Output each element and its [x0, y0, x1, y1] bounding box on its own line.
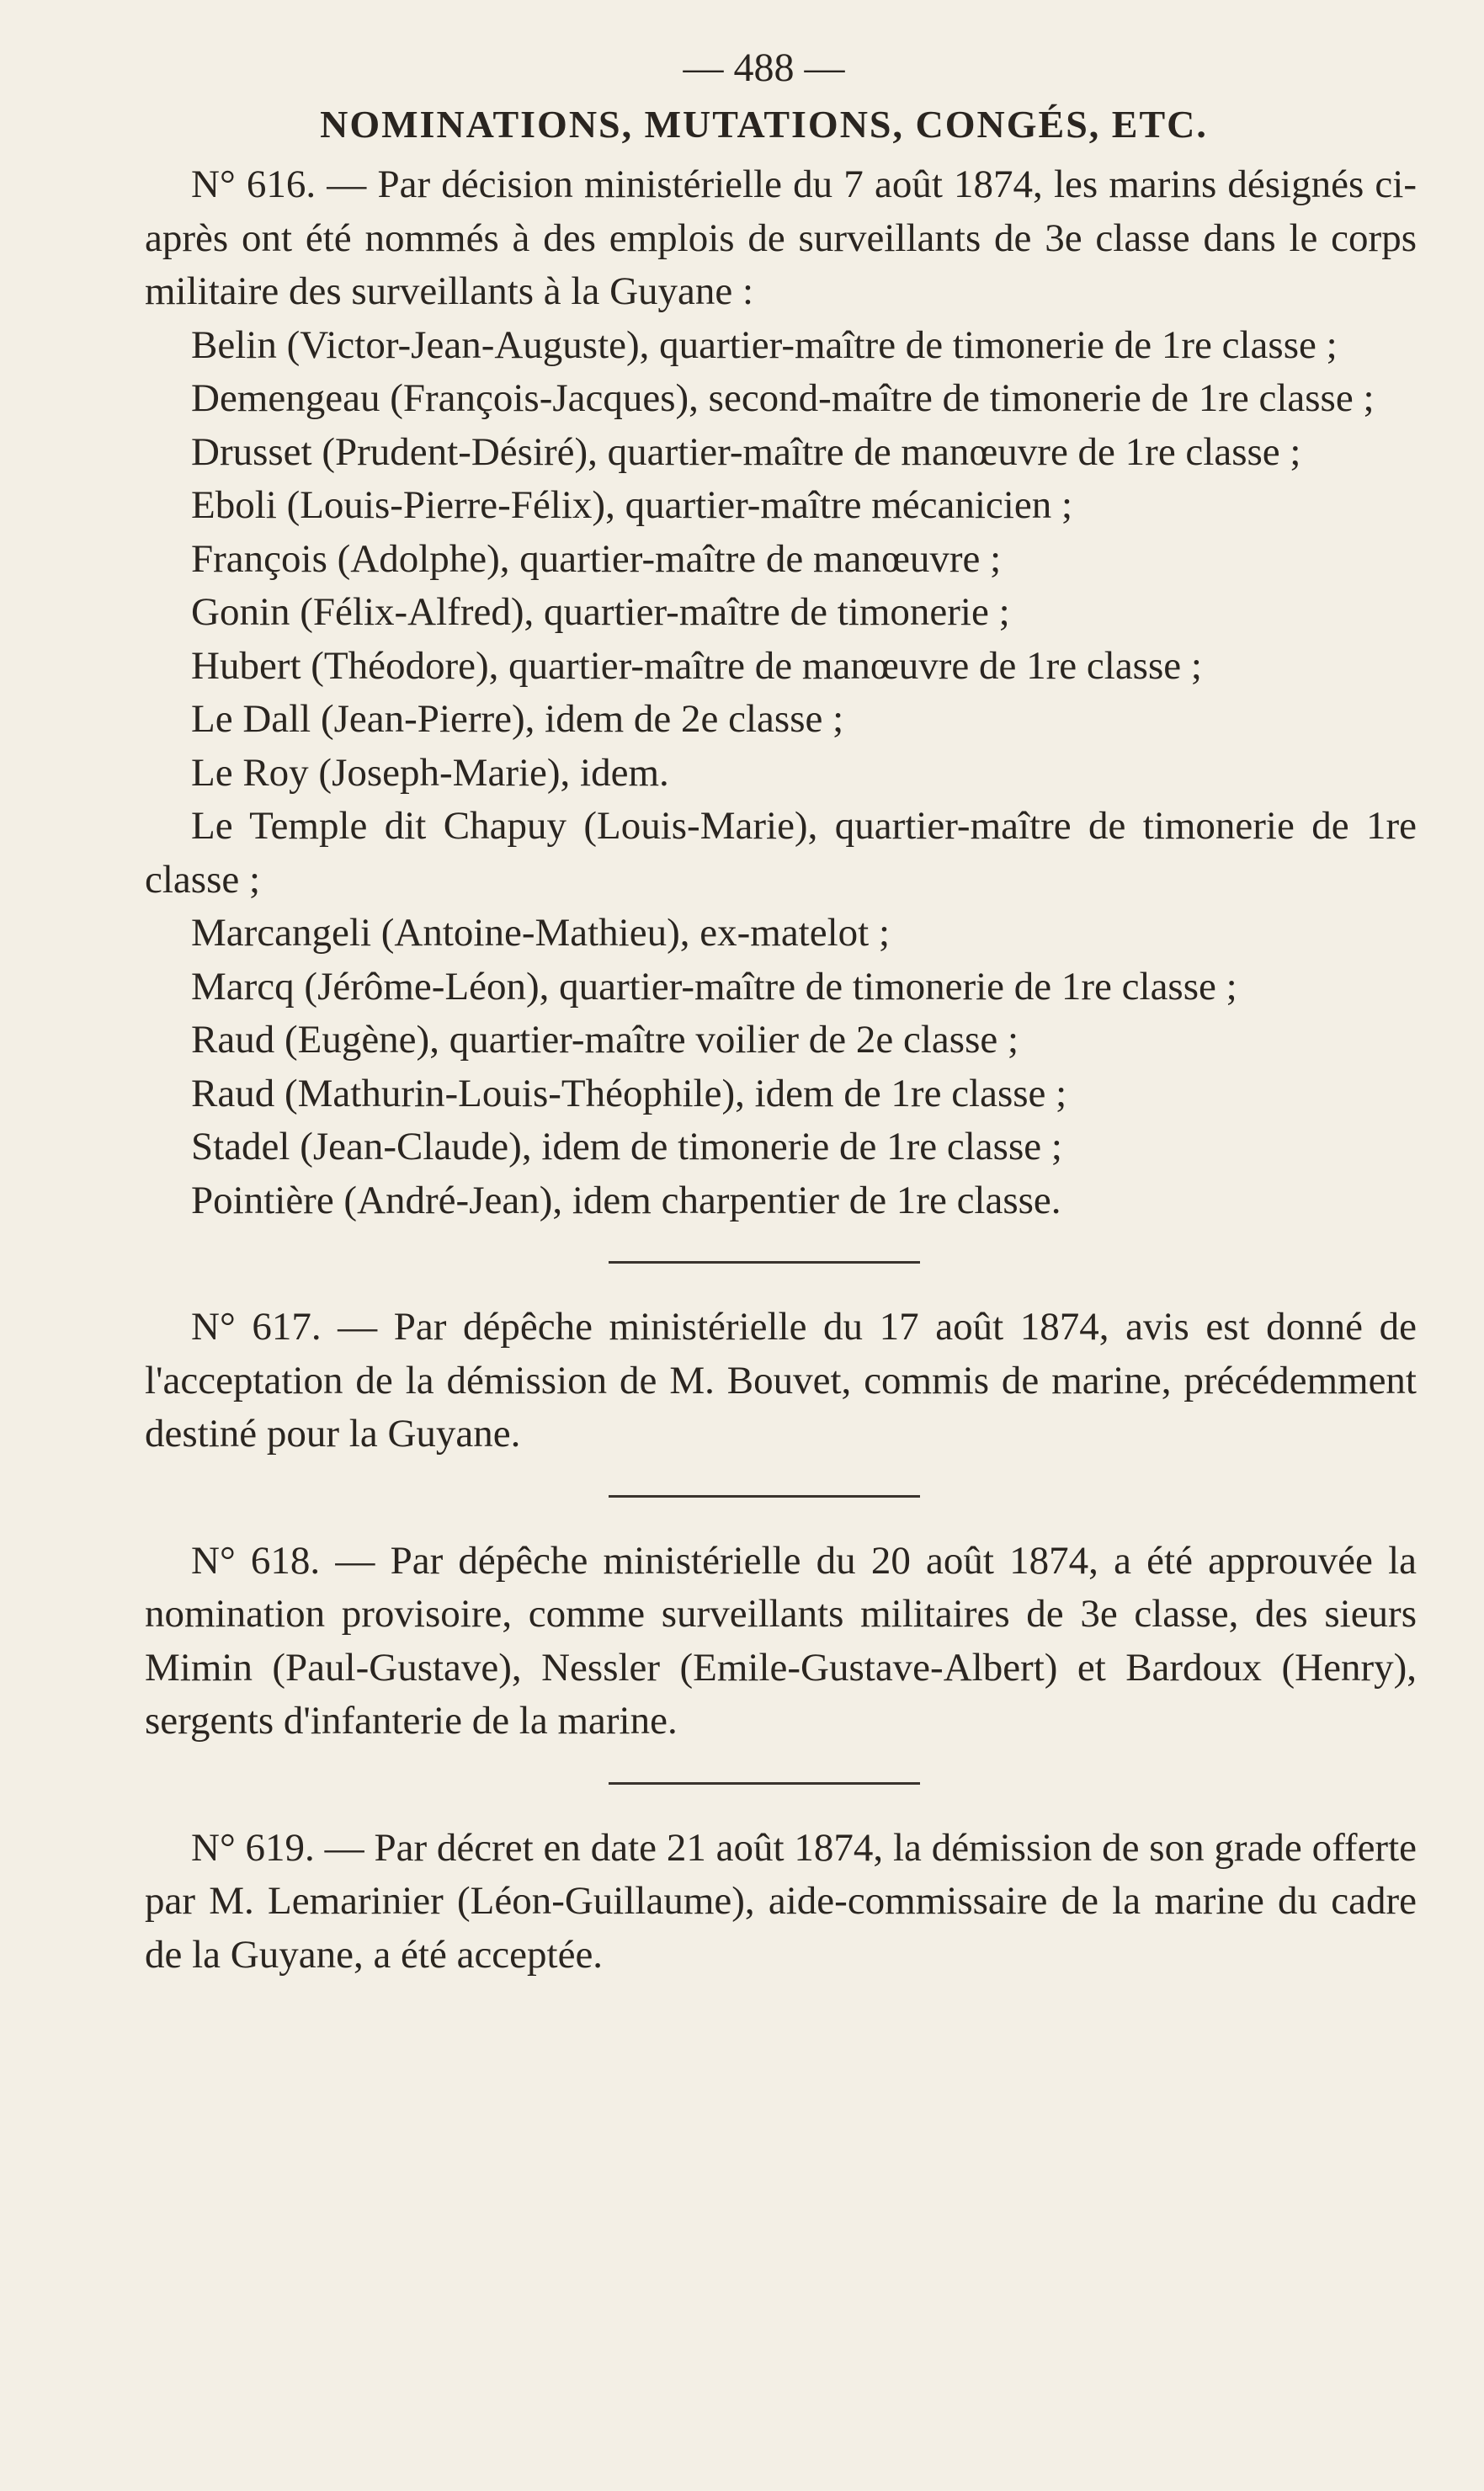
- section-616-intro: N° 616. — Par décision ministérielle du 7 août 1874, les marins désignés ci-après ont été nommés à des emplois de surveillants de 3e classe dans le corps militaire des surveillants à la Guyane :: [145, 162, 1417, 313]
- list-item: François (Adolphe), quartier-maître de manœuvre ;: [191, 536, 1002, 581]
- list-item: Le Dall (Jean-Pierre), idem de 2e classe ;: [191, 697, 844, 741]
- list-item: Gonin (Félix-Alfred), quartier-maître de timonerie ;: [191, 590, 1010, 634]
- section-divider: [609, 1495, 920, 1498]
- list-item: Demengeau (François-Jacques), second-maître de timonerie de 1re classe ;: [191, 376, 1375, 420]
- list-item: Le Roy (Joseph-Marie), idem.: [191, 750, 669, 795]
- list-item: Stadel (Jean-Claude), idem de timonerie de 1re classe ;: [191, 1125, 1062, 1168]
- list-item: Raud (Mathurin-Louis-Théophile), idem de 1re classe ;: [191, 1071, 1067, 1115]
- section-617: N° 617. — Par dépêche ministérielle du 17 août 1874, avis est donné de l'acceptation de la démission de M. Bouvet, commis de marine, précédemment destiné pour la Guyane.: [145, 1305, 1417, 1456]
- list-item: Belin (Victor-Jean-Auguste), quartier-maître de timonerie de 1re classe ;: [191, 322, 1338, 367]
- section-619: N° 619. — Par décret en date 21 août 1874, la démission de son grade offerte par M. Lemarinier (Léon-Guillaume), aide-commissaire de la marine du cadre de la Guyane, a été acceptée.: [145, 1825, 1417, 1977]
- section-divider: [609, 1261, 920, 1264]
- page-number: — 488 —: [683, 45, 845, 90]
- list-item: Eboli (Louis-Pierre-Félix), quartier-maître mécanicien ;: [191, 483, 1073, 527]
- list-item: Pointière (André-Jean), idem charpentier de 1re classe.: [191, 1178, 1061, 1222]
- section-618: N° 618. — Par dépêche ministérielle du 20 août 1874, a été approuvée la nomination provisoire, comme surveillants militaires de 3e classe, des sieurs Mimin (Paul-Gustave), Nessler (Emile-Gustave-Albert) et Bardoux (Henry), sergents d'infanterie de la marine.: [145, 1538, 1417, 1743]
- section-divider: [609, 1782, 920, 1785]
- list-item: Hubert (Théodore), quartier-maître de manœuvre de 1re classe ;: [191, 643, 1202, 688]
- list-item: Raud (Eugène), quartier-maître voilier de 2e classe ;: [191, 1018, 1019, 1062]
- page-title: NOMINATIONS, MUTATIONS, CONGÉS, ETC.: [320, 103, 1208, 146]
- list-item: Drusset (Prudent-Désiré), quartier-maître de manœuvre de 1re classe ;: [191, 429, 1301, 474]
- list-item: Marcq (Jérôme-Léon), quartier-maître de timonerie de 1re classe ;: [191, 964, 1237, 1009]
- list-item: Marcangeli (Antoine-Mathieu), ex-matelot ;: [191, 911, 891, 955]
- list-item: Le Temple dit Chapuy (Louis-Marie), quartier-maître de timonerie de 1re classe ;: [145, 804, 1417, 902]
